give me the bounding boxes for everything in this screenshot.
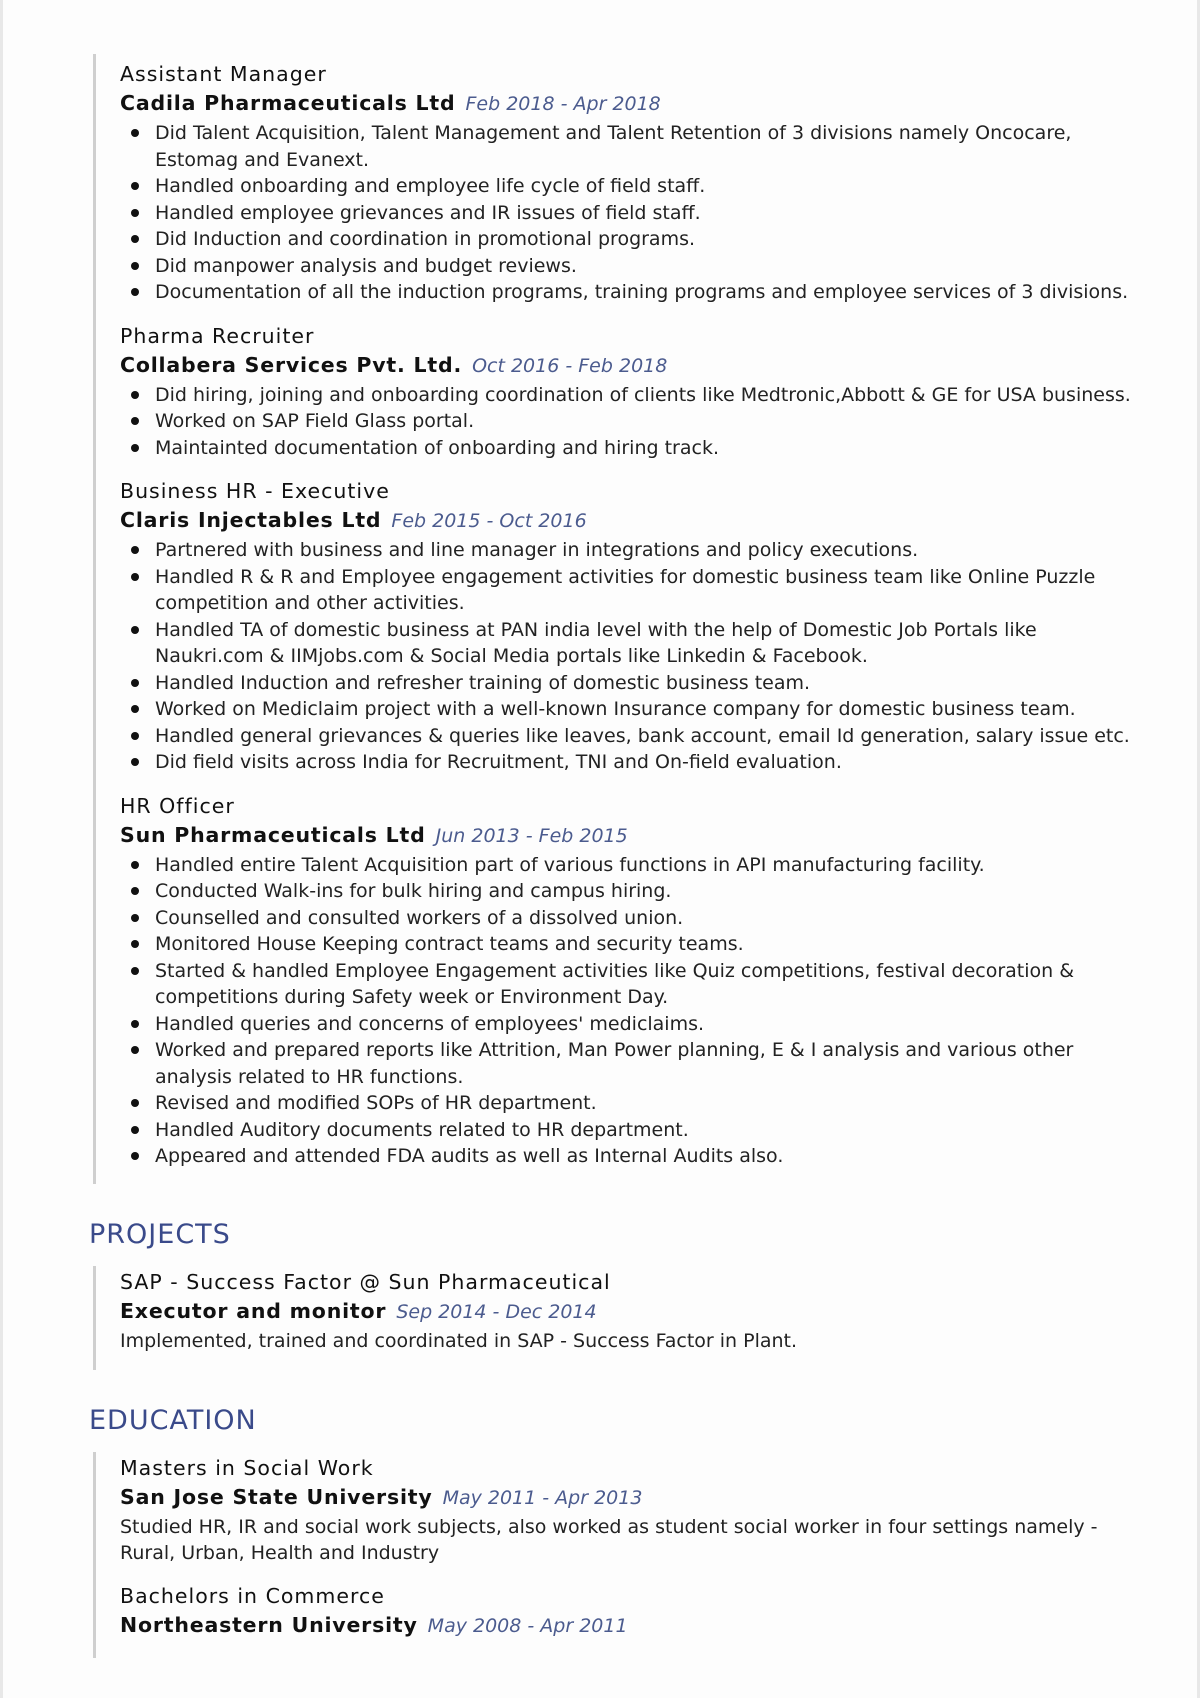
degree-title: Masters in Social Work xyxy=(120,1455,374,1480)
duties-list xyxy=(120,120,1137,306)
duty-item: Appeared and attended FDA audits as well as Internal Audits also. xyxy=(120,1143,1137,1170)
company-name: Claris Injectables Ltd xyxy=(120,508,382,532)
date-range: Feb 2015 - Oct 2016 xyxy=(391,510,587,532)
experience-entry xyxy=(120,792,1137,1170)
duty-item: Handled Induction and refresher training of domestic business team. xyxy=(120,670,1137,697)
duty-item: Monitored House Keeping contract teams and security teams. xyxy=(120,931,1137,958)
project-role: Executor and monitor xyxy=(120,1298,387,1323)
job-title: Business HR - Executive xyxy=(120,479,390,503)
duty-item: Documentation of all the induction programs, training programs and employee services of 3 divisions. xyxy=(120,279,1137,306)
duty-item: Handled TA of domestic business at PAN india level with the help of Domestic Job Portals like Naukri.com & IIMjobs.com & Social Media portals like Linkedin & Facebook. xyxy=(120,617,1137,670)
duty-item: Started & handled Employee Engagement activities like Quiz competitions, festival decoration & competitions during Safety week or Environment Day. xyxy=(120,958,1137,1011)
duties-list xyxy=(120,537,1137,776)
duty-item: Handled entire Talent Acquisition part of various functions in API manufacturing facility. xyxy=(120,852,1137,879)
date-range: Oct 2016 - Feb 2018 xyxy=(472,354,668,377)
project-entry xyxy=(120,1268,1137,1354)
school-name: Northeastern University xyxy=(120,1612,418,1637)
duty-item: Maintainted documentation of onboarding and hiring track. xyxy=(120,435,1137,462)
duty-item: Handled onboarding and employee life cycle of field staff. xyxy=(120,173,1137,200)
duty-item: Counselled and consulted workers of a dissolved union. xyxy=(120,905,1137,932)
resume-page xyxy=(3,0,1197,1698)
company-line xyxy=(120,88,1137,120)
company-name: Collabera Services Pvt. Ltd. xyxy=(120,352,463,377)
project-role-line xyxy=(120,1296,1137,1328)
education-heading: EDUCATION xyxy=(89,1404,257,1436)
project-title: SAP - Success Factor @ Sun Pharmaceutical xyxy=(120,1269,611,1294)
duty-item: Did Induction and coordination in promotional programs. xyxy=(120,226,1137,253)
duty-item: Handled R & R and Employee engagement activities for domestic business team like Online Puzzle competition and other activities. xyxy=(120,564,1137,617)
job-title: Assistant Manager xyxy=(120,62,327,86)
company-name: Sun Pharmaceuticals Ltd xyxy=(120,822,426,847)
duty-item: Worked and prepared reports like Attrition, Man Power planning, E & I analysis and various other analysis related to HR functions. xyxy=(120,1037,1137,1090)
school-line xyxy=(120,1610,1137,1642)
project-description: Implemented, trained and coordinated in SAP - Success Factor in Plant. xyxy=(120,1329,798,1352)
company-line xyxy=(120,505,1137,537)
date-range: May 2011 - Apr 2013 xyxy=(442,1486,643,1509)
duty-item: Revised and modified SOPs of HR department. xyxy=(120,1090,1137,1117)
duty-item: Did Talent Acquisition, Talent Management and Talent Retention of 3 divisions namely Oncocare, Estomag and Evanext. xyxy=(120,120,1137,173)
duty-item: Handled employee grievances and IR issues of field staff. xyxy=(120,200,1137,227)
duties-list xyxy=(120,382,1137,462)
experience-entry xyxy=(120,322,1137,462)
duty-item: Handled Auditory documents related to HR department. xyxy=(120,1117,1137,1144)
duty-item: Worked on Mediclaim project with a well-known Insurance company for domestic business team. xyxy=(120,696,1137,723)
date-range: May 2008 - Apr 2011 xyxy=(427,1614,628,1637)
duties-list xyxy=(120,852,1137,1170)
job-title: HR Officer xyxy=(120,793,235,818)
duty-item: Worked on SAP Field Glass portal. xyxy=(120,408,1137,435)
duty-item: Did field visits across India for Recruitment, TNI and On-field evaluation. xyxy=(120,749,1137,776)
education-section xyxy=(93,1452,1137,1658)
duty-item: Did hiring, joining and onboarding coordination of clients like Medtronic,Abbott & GE for USA business. xyxy=(120,382,1137,409)
education-entry xyxy=(120,1582,1137,1642)
duty-item: Partnered with business and line manager in integrations and policy executions. xyxy=(120,537,1137,564)
duty-item: Did manpower analysis and budget reviews. xyxy=(120,253,1137,280)
company-line xyxy=(120,820,1137,852)
experience-entry xyxy=(120,477,1137,776)
experience-section xyxy=(93,54,1137,1184)
duty-item: Handled general grievances & queries like leaves, bank account, email Id generation, salary issue etc. xyxy=(120,723,1137,750)
company-line xyxy=(120,350,1137,382)
education-description: Studied HR, IR and social work subjects, also worked as student social worker in four settings namely - Rural, Urban, Health and Industry xyxy=(120,1515,1098,1564)
date-range: Sep 2014 - Dec 2014 xyxy=(396,1300,597,1323)
degree-title: Bachelors in Commerce xyxy=(120,1583,385,1608)
projects-heading: PROJECTS xyxy=(89,1218,231,1250)
education-entry xyxy=(120,1454,1137,1566)
company-name: Cadila Pharmaceuticals Ltd xyxy=(120,91,456,115)
school-name: San Jose State University xyxy=(120,1484,433,1509)
projects-section xyxy=(93,1266,1137,1370)
job-title: Pharma Recruiter xyxy=(120,323,315,348)
duty-item: Handled queries and concerns of employees' mediclaims. xyxy=(120,1011,1137,1038)
experience-entry xyxy=(120,60,1137,306)
duty-item: Conducted Walk-ins for bulk hiring and campus hiring. xyxy=(120,878,1137,905)
date-range: Feb 2018 - Apr 2018 xyxy=(465,93,661,115)
date-range: Jun 2013 - Feb 2015 xyxy=(435,824,628,847)
school-line xyxy=(120,1482,1137,1514)
